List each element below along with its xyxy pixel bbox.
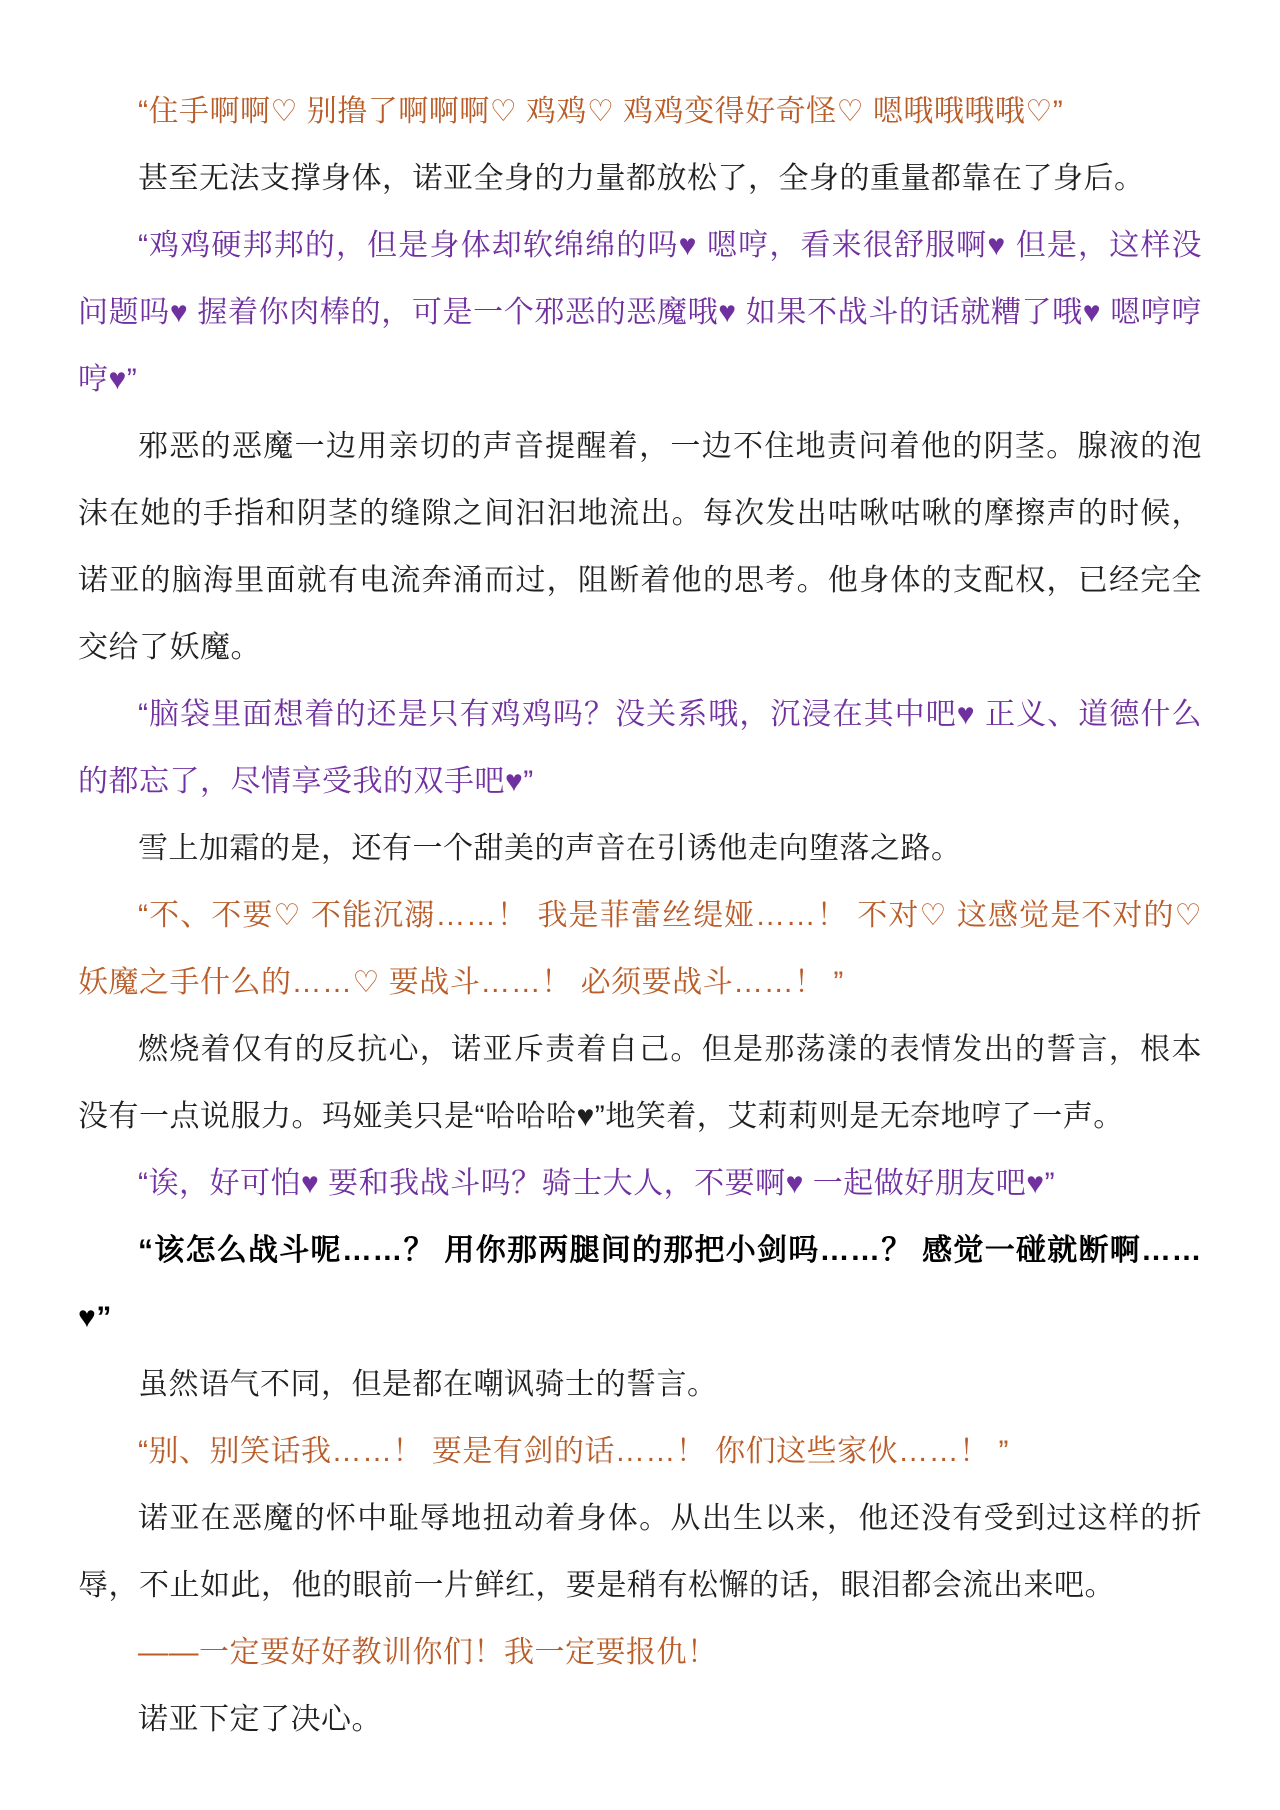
dialogue-paragraph: “鸡鸡硬邦邦的，但是身体却软绵绵的吗♥ 嗯哼，看来很舒服啊♥ 但是，这样没问题吗♥ 握着你肉棒的，可是一个邪恶的恶魔哦♥ 如果不战斗的话就糟了哦♥ 嗯哼哼哼♥” xyxy=(78,229,1202,396)
narration-paragraph: 燃烧着仅有的反抗心，诺亚斥责着自己。但是那荡漾的表情发出的誓言，根本没有一点说服力。玛娅美只是“哈哈哈♥”地笑着，艾莉莉则是无奈地哼了一声。 xyxy=(78,1033,1202,1133)
story-text xyxy=(78,78,1202,1753)
narration-paragraph: 诺亚在恶魔的怀中耻辱地扭动着身体。从出生以来，他还没有受到过这样的折辱，不止如此，他的眼前一片鲜红，要是稍有松懈的话，眼泪都会流出来吧。 xyxy=(78,1502,1202,1602)
dialogue-paragraph: “诶，好可怕♥ 要和我战斗吗？骑士大人，不要啊♥ 一起做好朋友吧♥” xyxy=(138,1167,1056,1200)
narration-paragraph: 甚至无法支撑身体，诺亚全身的力量都放松了，全身的重量都靠在了身后。 xyxy=(138,162,1145,195)
narration-paragraph: 诺亚下定了决心。 xyxy=(138,1703,382,1736)
dialogue-paragraph: “不、不要♡ 不能沉溺……！ 我是菲蕾丝缇娅……！ 不对♡ 这感觉是不对的♡ 妖魔之手什么的……♡ 要战斗……！ 必须要战斗……！ ” xyxy=(78,899,1202,999)
narration-paragraph: 雪上加霜的是，还有一个甜美的声音在引诱他走向堕落之路。 xyxy=(138,832,962,865)
narration-paragraph: 邪恶的恶魔一边用亲切的声音提醒着，一边不住地责问着他的阴茎。腺液的泡沫在她的手指和阴茎的缝隙之间汩汩地流出。每次发出咕啾咕啾的摩擦声的时候，诺亚的脑海里面就有电流奔涌而过，阻断着他的思考。他身体的支配权，已经完全交给了妖魔。 xyxy=(78,430,1202,664)
dialogue-paragraph: “该怎么战斗呢……？ 用你那两腿间的那把小剑吗……？ 感觉一碰就断啊……♥” xyxy=(78,1234,1202,1334)
dialogue-paragraph: “别、别笑话我……！ 要是有剑的话……！ 你们这些家伙……！ ” xyxy=(138,1435,1009,1468)
dialogue-paragraph: “住手啊啊♡ 别撸了啊啊啊♡ 鸡鸡♡ 鸡鸡变得好奇怪♡ 嗯哦哦哦哦♡” xyxy=(138,95,1064,128)
narration-paragraph: 虽然语气不同，但是都在嘲讽骑士的誓言。 xyxy=(138,1368,718,1401)
dialogue-paragraph: “脑袋里面想着的还是只有鸡鸡吗？没关系哦，沉浸在其中吧♥ 正义、道德什么的都忘了，尽情享受我的双手吧♥” xyxy=(78,698,1202,798)
dialogue-paragraph: ——一定要好好教训你们！我一定要报仇！ xyxy=(138,1636,718,1669)
